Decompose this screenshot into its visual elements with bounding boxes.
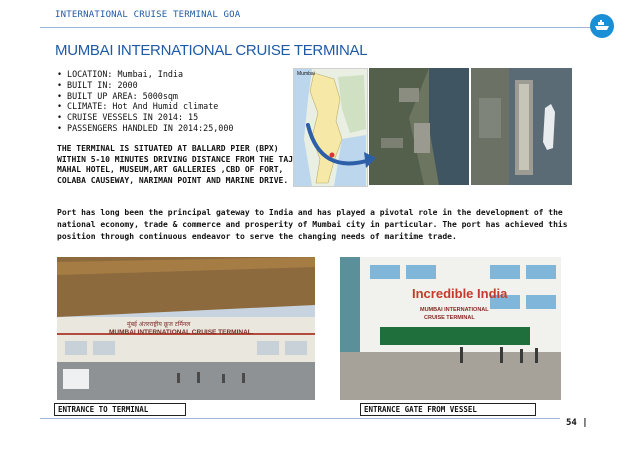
photo2-banner: Incredible India [412,286,508,301]
detail-cruise-vessels: • CRUISE VESSELS IN 2014: 15 [57,112,292,123]
detail-built-up-area: • BUILT UP AREA: 5000sqm [57,91,292,102]
page-title: MUMBAI INTERNATIONAL CRUISE TERMINAL [55,42,368,59]
caption-entrance-gate: ENTRANCE GATE FROM VESSEL [360,403,536,416]
photo-entrance-gate [340,257,561,400]
header-divider [40,27,596,28]
details-list [57,69,292,134]
detail-climate: • CLIMATE: Hot And Humid climate [57,101,292,112]
caption-entrance-terminal: ENTRANCE TO TERMINAL [54,403,186,416]
detail-built-in: • BUILT IN: 2000 [57,80,292,91]
map-label: Mumbai [297,71,315,77]
header-section-label: INTERNATIONAL CRUISE TERMINAL GOA [55,10,241,20]
photo-entrance-terminal [57,257,315,400]
aerial-photo-terminal [471,68,572,185]
photo2-sign-line2: CRUISE TERMINAL [424,315,475,321]
port-history-paragraph: Port has long been the principal gateway to India and has played a pivotal role in the development of the national economy, trade & commerce and prosperity of Mumbai city in particular. The port has achieved this position through continuous endeavor to serve the changing needs of maritime trade. [57,208,568,241]
photo2-sign-line1: MUMBAI INTERNATIONAL [420,307,489,313]
detail-passengers: • PASSENGERS HANDLED IN 2014:25,000 [57,123,292,134]
location-description: THE TERMINAL IS SITUATED AT BALLARD PIER (BPX) WITHIN 5-10 MINUTES DRIVING DISTANCE FROM THE TAJ MAHAL HOTEL, MUSEUM,ART GALLERIES ,CBD OF FORT, COLABA CAUSEWAY, NARIMAN POINT AND MARINE DRIVE. [57,144,294,185]
photo1-sign-english: MUMBAI INTERNATIONAL CRUISE TERMINAL. [109,329,254,336]
footer-divider [40,418,560,419]
detail-location: • LOCATION: Mumbai, India [57,69,292,80]
connector-arrow-icon [300,120,390,180]
page-number: 54 | [566,418,588,428]
photo1-sign-hindi: मुंबई अंतरराष्ट्रीय क्रूज टर्मिनल [127,321,191,328]
cruise-ship-icon [590,14,614,38]
